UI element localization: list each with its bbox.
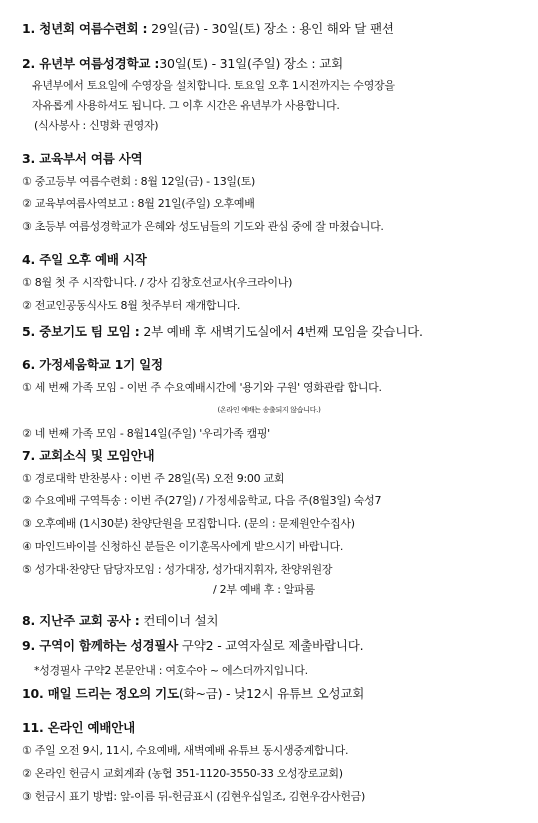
item-7-sub-5: ⑤ 성가대·찬양단 담당자모임 : 성가대장, 성가대지휘자, 찬양위원장	[22, 563, 333, 576]
item-6-sub-1: ① 세 번째 가족 모임 - 이번 주 수요예배시간에 '용기와 구원' 영화관람 합니다.	[22, 381, 382, 394]
item-2-detail: 30일(토) - 31일(주일) 장소 : 교회	[159, 56, 343, 71]
item-7-title: 7. 교회소식 및 모임안내	[22, 448, 155, 463]
item-4-sub-2: ② 전교인공동식사도 8월 첫주부터 재개합니다.	[22, 299, 241, 312]
item-7-sub-3: ③ 오후예배 (1시30분) 찬양단원을 모집합니다. (문의 : 문제원안수집사)	[22, 517, 355, 530]
item-3-sub-1: ① 중고등부 여름수련회 : 8월 12일(금) - 13일(토)	[22, 175, 256, 188]
item-4-title: 4. 주일 오후 예배 시작	[22, 252, 147, 267]
item-1	[22, 21, 394, 37]
item-5-detail: 2부 예배 후 새벽기도실에서 4번째 모임을 갖습니다.	[139, 324, 423, 339]
item-8-detail: 컨테이너 설치	[139, 613, 219, 628]
item-8-title: 8. 지난주 교회 공사 :	[22, 613, 140, 628]
item-7-sub-4: ④ 마인드바이블 신청하신 분들은 이기훈목사에게 받으시기 바랍니다.	[22, 540, 344, 553]
item-6-sub-1-note: (온라인 예배는 송출되지 않습니다.)	[217, 406, 321, 414]
item-4-sub-1: ① 8월 첫 주 시작합니다. / 강사 김창호선교사(우크라이나)	[22, 276, 293, 289]
item-6-title: 6. 가정세움학교 1기 일정	[22, 357, 163, 372]
item-9	[22, 638, 363, 654]
item-11-sub-1: ① 주일 오전 9시, 11시, 수요예배, 새벽예배 유튜브 동시생중계합니다.	[22, 744, 349, 757]
item-9-title: 9. 구역이 함께하는 성경필사	[22, 638, 179, 653]
item-7-sub-5-note: / 2부 예배 후 : 알파룸	[213, 583, 315, 596]
item-2-body-2: 자유롭게 사용하셔도 됩니다. 그 이후 시간은 유년부가 사용합니다.	[32, 99, 340, 112]
item-3-sub-3: ③ 초등부 여름성경학교가 은혜와 성도님들의 기도와 관심 중에 잘 마쳤습니다.	[22, 220, 384, 233]
item-9-detail: 구약2 - 교역자실로 제출바랍니다.	[178, 638, 364, 653]
item-6-sub-2: ② 네 번째 가족 모임 - 8월14일(주일) '우리가족 캠핑'	[22, 427, 270, 440]
item-9-note: *성경필사 구약2 본문안내 : 여호수아 ~ 에스더까지입니다.	[34, 664, 308, 677]
item-2	[22, 56, 343, 72]
item-7-sub-2: ② 수요예배 구역특송 : 이번 주(27일) / 가정세움학교, 다음 주(8월3일) 숙성7	[22, 494, 382, 507]
item-11-title: 11. 온라인 예배안내	[22, 720, 135, 735]
item-5	[22, 324, 423, 340]
item-2-body-3: (식사봉사 : 신명화 권영자)	[34, 119, 159, 132]
item-11-sub-3: ③ 헌금시 표기 방법: 앞-이름 뒤-헌금표시 (김현우십일조, 김현우감사헌금)	[22, 790, 365, 803]
item-10-title: 10. 매일 드리는 정오의 기도	[22, 686, 179, 701]
item-3-title: 3. 교육부서 여름 사역	[22, 151, 143, 166]
item-10	[22, 686, 364, 702]
item-1-detail: 29일(금) - 30일(토) 장소 : 용인 해와 달 팬션	[147, 21, 394, 36]
item-2-title: 2. 유년부 여름성경학교 :	[22, 56, 160, 71]
item-11-sub-2: ② 온라인 헌금시 교회계좌 (농협 351-1120-3550-33 오성장로교회)	[22, 767, 343, 780]
item-3-sub-2: ② 교육부여름사역보고 : 8월 21일(주일) 오후예배	[22, 197, 255, 210]
item-5-title: 5. 중보기도 팀 모임 :	[22, 324, 140, 339]
item-7-sub-1: ① 경로대학 반찬봉사 : 이번 주 28일(목) 오전 9:00 교회	[22, 472, 285, 485]
item-10-detail: (화~금) - 낮12시 유튜브 오성교회	[178, 686, 365, 701]
item-8	[22, 613, 218, 629]
item-2-body-1: 유년부에서 토요일에 수영장을 설치합니다. 토요일 오후 1시전까지는 수영장을	[32, 79, 395, 92]
item-1-title: 1. 청년회 여름수련회 :	[22, 21, 148, 36]
